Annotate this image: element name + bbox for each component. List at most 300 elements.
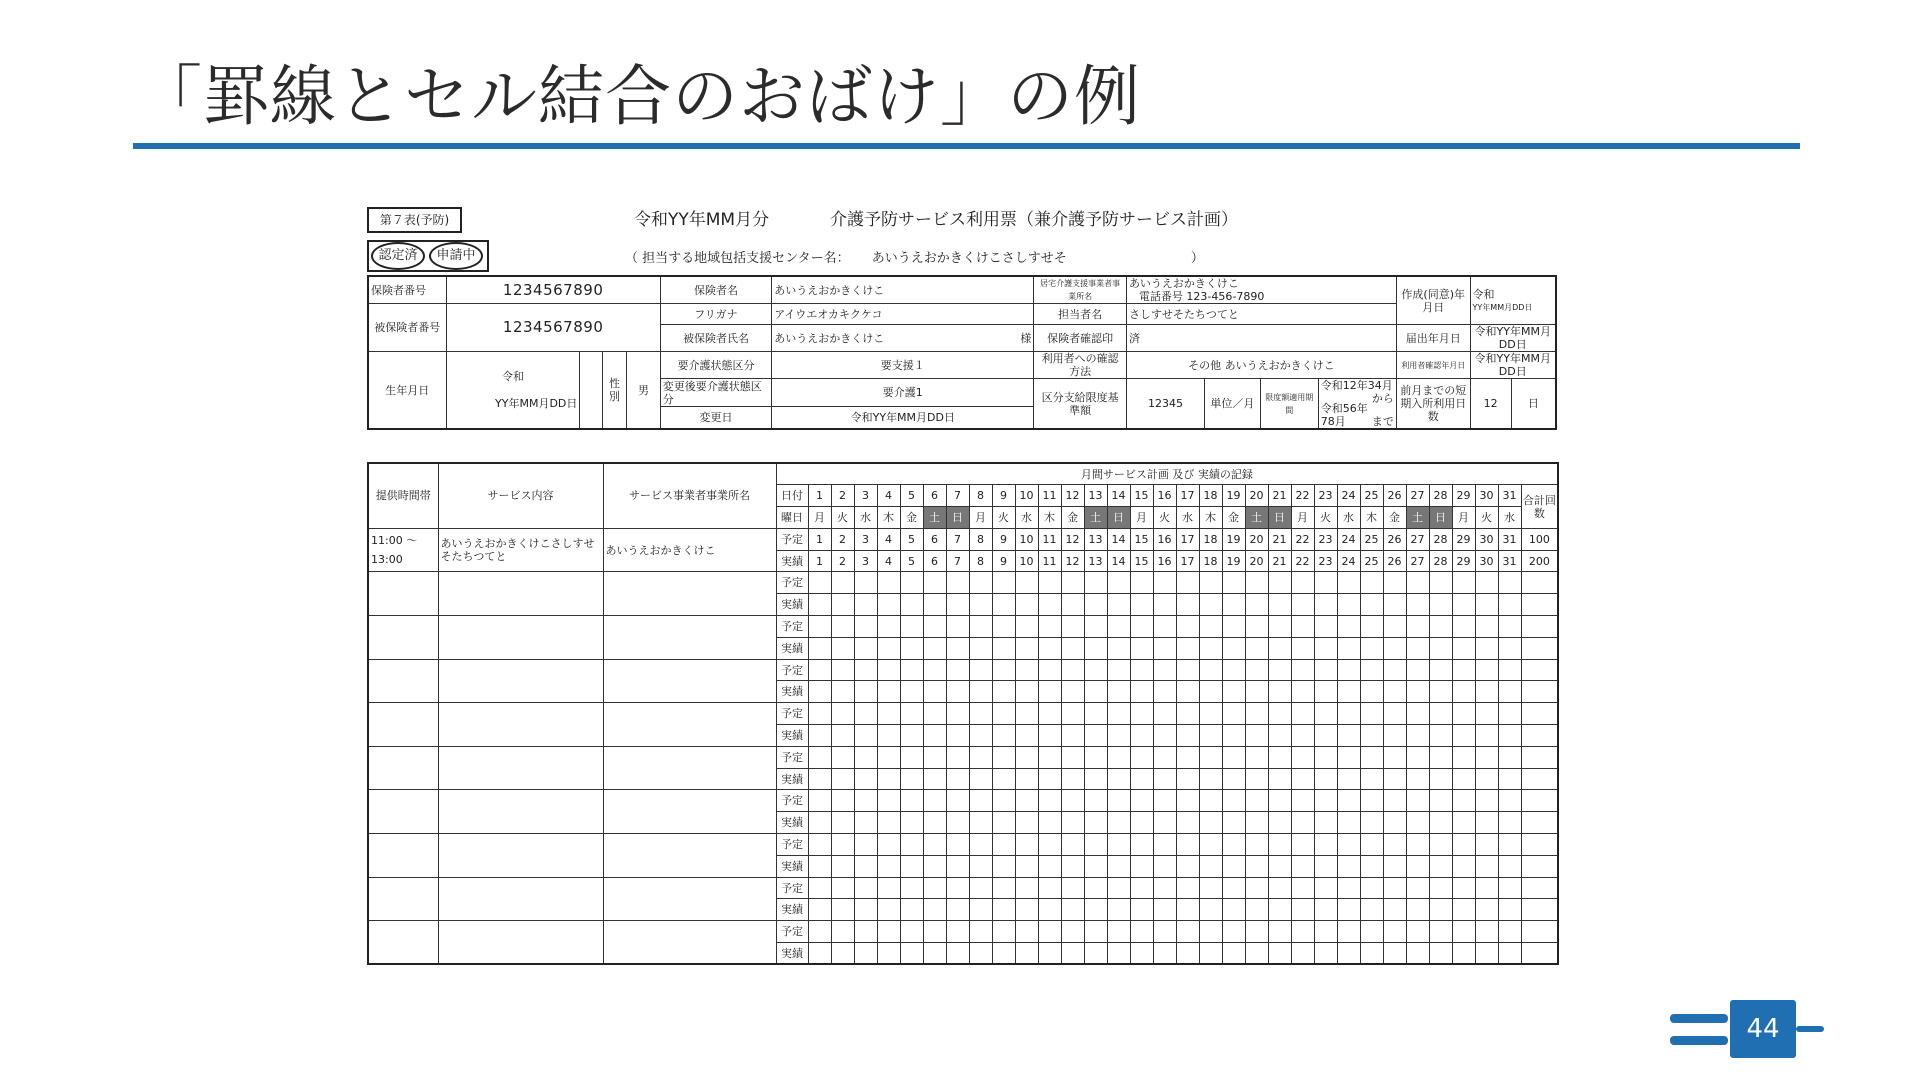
created-era: 令和 <box>1472 287 1495 301</box>
day-cell <box>877 703 900 725</box>
day-cell <box>1268 943 1291 965</box>
day-cell <box>1475 681 1498 703</box>
day-number: 18 <box>1199 485 1222 507</box>
day-cell <box>1452 616 1475 638</box>
day-cell <box>992 637 1015 659</box>
day-cell <box>1038 637 1061 659</box>
day-cell <box>1337 790 1360 812</box>
provider-cell <box>603 790 776 834</box>
day-cell <box>1498 572 1521 594</box>
day-cell <box>946 746 969 768</box>
day-cell <box>946 855 969 877</box>
day-cell <box>1199 899 1222 921</box>
day-cell <box>1222 746 1245 768</box>
day-cell <box>1406 681 1429 703</box>
day-cell: 8 <box>969 550 992 572</box>
day-cell <box>992 812 1015 834</box>
day-cell <box>1199 659 1222 681</box>
day-cell <box>969 616 992 638</box>
day-cell <box>854 637 877 659</box>
total-cell <box>1521 790 1558 812</box>
day-cell <box>946 703 969 725</box>
day-cell <box>1429 725 1452 747</box>
day-cell <box>1222 768 1245 790</box>
day-cell <box>1383 834 1406 856</box>
day-cell <box>1130 768 1153 790</box>
time-start: 11:00 〜 <box>371 534 418 548</box>
day-cell <box>992 768 1015 790</box>
day-cell <box>1015 703 1038 725</box>
plan-label: 予定 <box>776 572 808 594</box>
day-cell <box>946 812 969 834</box>
provider-cell: あいうえおかきくけこ <box>603 528 776 572</box>
day-cell: 14 <box>1107 550 1130 572</box>
day-cell: 31 <box>1498 550 1521 572</box>
day-cell <box>1406 921 1429 943</box>
day-cell <box>900 790 923 812</box>
time-cell <box>368 528 438 572</box>
day-cell: 21 <box>1268 550 1291 572</box>
day-cell <box>1061 768 1084 790</box>
day-of-week: 火 <box>1475 507 1498 529</box>
day-cell <box>1429 616 1452 638</box>
day-cell <box>1291 790 1314 812</box>
page-line-top <box>1670 1014 1728 1023</box>
day-cell <box>1038 746 1061 768</box>
day-cell <box>1130 812 1153 834</box>
day-cell: 19 <box>1222 528 1245 550</box>
day-cell <box>1061 834 1084 856</box>
day-cell <box>900 725 923 747</box>
day-cell: 4 <box>877 550 900 572</box>
day-cell <box>1199 616 1222 638</box>
day-cell <box>1245 855 1268 877</box>
day-cell <box>1222 877 1245 899</box>
day-cell <box>1153 637 1176 659</box>
service-cell <box>438 572 603 616</box>
day-cell <box>1084 943 1107 965</box>
day-cell <box>808 637 831 659</box>
day-cell <box>1268 572 1291 594</box>
day-cell <box>1337 746 1360 768</box>
day-cell <box>1291 834 1314 856</box>
day-cell <box>1222 681 1245 703</box>
day-cell <box>1337 943 1360 965</box>
day-cell: 28 <box>1429 550 1452 572</box>
user-confirm-method-label: 利用者への確認方法 <box>1034 352 1127 379</box>
day-number: 12 <box>1061 485 1084 507</box>
day-cell <box>877 790 900 812</box>
day-cell <box>1107 681 1130 703</box>
actual-label: 実績 <box>776 899 808 921</box>
day-cell <box>854 703 877 725</box>
day-cell <box>969 768 992 790</box>
day-cell <box>900 877 923 899</box>
day-cell <box>1199 855 1222 877</box>
day-cell <box>1268 877 1291 899</box>
day-cell <box>900 834 923 856</box>
day-cell <box>923 659 946 681</box>
day-cell <box>1038 659 1061 681</box>
day-cell <box>1314 637 1337 659</box>
day-cell <box>808 899 831 921</box>
day-cell <box>877 768 900 790</box>
limit-amount: 12345 <box>1126 379 1204 430</box>
furigana: アイウエオカキクケコ <box>772 304 1034 325</box>
day-number: 27 <box>1406 485 1429 507</box>
day-cell <box>923 834 946 856</box>
day-cell <box>1314 746 1337 768</box>
time-cell <box>368 834 438 878</box>
day-cell <box>1291 594 1314 616</box>
insured-no: 1234567890 <box>446 304 660 352</box>
day-cell <box>854 899 877 921</box>
plan-label: 予定 <box>776 834 808 856</box>
day-cell: 23 <box>1314 550 1337 572</box>
day-cell <box>1130 594 1153 616</box>
short-stay-days: 12 <box>1470 379 1511 430</box>
day-cell <box>1061 703 1084 725</box>
day-cell <box>1176 572 1199 594</box>
day-cell <box>1084 681 1107 703</box>
day-cell <box>1107 899 1130 921</box>
day-cell <box>1268 594 1291 616</box>
day-cell <box>1360 637 1383 659</box>
day-cell <box>1406 594 1429 616</box>
day-cell <box>1360 812 1383 834</box>
day-cell <box>900 681 923 703</box>
day-cell <box>1199 703 1222 725</box>
day-cell <box>1452 899 1475 921</box>
service-cell <box>438 703 603 747</box>
day-cell <box>969 572 992 594</box>
day-cell <box>1153 703 1176 725</box>
day-cell <box>1245 790 1268 812</box>
day-cell <box>1015 834 1038 856</box>
day-cell <box>1268 834 1291 856</box>
provider-cell <box>603 877 776 921</box>
day-cell <box>992 855 1015 877</box>
day-cell <box>1475 616 1498 638</box>
day-cell <box>808 921 831 943</box>
office-info <box>1126 276 1396 304</box>
day-cell <box>854 834 877 856</box>
day-cell <box>1337 812 1360 834</box>
day-unit: 日 <box>1511 379 1556 430</box>
day-cell: 20 <box>1245 550 1268 572</box>
provider-cell <box>603 616 776 660</box>
day-cell <box>877 572 900 594</box>
day-cell <box>1015 725 1038 747</box>
day-cell <box>946 681 969 703</box>
day-cell: 20 <box>1245 528 1268 550</box>
day-cell <box>1498 943 1521 965</box>
day-cell <box>854 768 877 790</box>
day-cell <box>923 703 946 725</box>
day-cell <box>992 943 1015 965</box>
day-cell <box>1061 855 1084 877</box>
day-cell: 17 <box>1176 550 1199 572</box>
day-cell <box>1061 725 1084 747</box>
day-cell <box>1337 877 1360 899</box>
day-cell <box>1176 790 1199 812</box>
day-cell <box>854 812 877 834</box>
plan-label: 予定 <box>776 703 808 725</box>
day-cell: 21 <box>1268 528 1291 550</box>
day-cell <box>1130 855 1153 877</box>
day-cell <box>1429 768 1452 790</box>
day-cell <box>1360 659 1383 681</box>
provider-header: サービス事業者事業所名 <box>603 463 776 528</box>
actual-label: 実績 <box>776 550 808 572</box>
day-cell <box>831 681 854 703</box>
day-cell <box>1314 572 1337 594</box>
total-cell <box>1521 768 1558 790</box>
period-from: 令和12年34月 <box>1320 379 1393 392</box>
day-cell <box>1176 746 1199 768</box>
day-cell <box>1084 790 1107 812</box>
day-cell <box>1038 943 1061 965</box>
actual-label: 実績 <box>776 594 808 616</box>
day-cell <box>946 725 969 747</box>
day-cell <box>1360 746 1383 768</box>
day-cell <box>808 812 831 834</box>
center-suffix: ） <box>1190 251 1204 266</box>
service-cell <box>438 659 603 703</box>
day-cell <box>808 594 831 616</box>
day-cell <box>923 616 946 638</box>
day-cell <box>1291 921 1314 943</box>
day-cell <box>877 659 900 681</box>
day-cell <box>1222 703 1245 725</box>
total-cell <box>1521 812 1558 834</box>
day-cell <box>1084 616 1107 638</box>
header-table <box>367 275 1557 430</box>
day-cell <box>1291 943 1314 965</box>
provider-cell <box>603 659 776 703</box>
day-cell: 2 <box>831 550 854 572</box>
day-cell <box>1199 834 1222 856</box>
day-cell <box>1406 899 1429 921</box>
day-cell <box>1084 855 1107 877</box>
day-cell <box>1360 943 1383 965</box>
day-number: 7 <box>946 485 969 507</box>
day-cell <box>1038 594 1061 616</box>
day-of-week: 土 <box>1084 507 1107 529</box>
day-cell: 24 <box>1337 550 1360 572</box>
service-grid <box>367 462 1559 965</box>
day-cell <box>1475 703 1498 725</box>
total-cell <box>1521 637 1558 659</box>
day-number: 22 <box>1291 485 1314 507</box>
day-cell: 11 <box>1038 550 1061 572</box>
day-cell <box>992 877 1015 899</box>
day-cell <box>992 616 1015 638</box>
day-cell <box>1268 790 1291 812</box>
day-cell <box>923 746 946 768</box>
office-label: 居宅介護支援事業者事業所名 <box>1034 276 1127 304</box>
day-number: 11 <box>1038 485 1061 507</box>
day-cell <box>1314 681 1337 703</box>
day-cell: 9 <box>992 528 1015 550</box>
day-cell <box>1383 768 1406 790</box>
day-cell <box>969 725 992 747</box>
day-cell <box>900 855 923 877</box>
day-cell <box>969 812 992 834</box>
day-cell <box>900 703 923 725</box>
day-cell <box>1176 703 1199 725</box>
day-of-week: 月 <box>969 507 992 529</box>
day-cell <box>1406 768 1429 790</box>
day-cell <box>1406 572 1429 594</box>
day-cell: 22 <box>1291 528 1314 550</box>
day-cell: 10 <box>1015 528 1038 550</box>
sex-label: 性別 <box>602 352 627 430</box>
day-cell <box>1498 637 1521 659</box>
day-cell <box>1360 877 1383 899</box>
day-cell <box>1176 921 1199 943</box>
day-cell <box>1130 877 1153 899</box>
time-header: 提供時間帯 <box>368 463 438 528</box>
day-of-week: 土 <box>1406 507 1429 529</box>
day-cell <box>1176 725 1199 747</box>
day-cell <box>1061 746 1084 768</box>
day-cell <box>1314 790 1337 812</box>
day-cell <box>1130 703 1153 725</box>
day-cell <box>1452 943 1475 965</box>
day-cell <box>1498 703 1521 725</box>
day-cell <box>1153 855 1176 877</box>
day-cell <box>946 594 969 616</box>
day-cell <box>1452 812 1475 834</box>
day-cell <box>1015 746 1038 768</box>
day-cell <box>1153 899 1176 921</box>
day-cell <box>1452 790 1475 812</box>
day-cell <box>992 681 1015 703</box>
day-cell <box>992 921 1015 943</box>
day-number: 24 <box>1337 485 1360 507</box>
day-cell <box>946 572 969 594</box>
day-cell <box>969 637 992 659</box>
day-cell <box>854 681 877 703</box>
day-number: 28 <box>1429 485 1452 507</box>
service-cell <box>438 834 603 878</box>
day-cell <box>1475 768 1498 790</box>
day-of-week: 金 <box>900 507 923 529</box>
day-number: 15 <box>1130 485 1153 507</box>
day-cell: 1 <box>808 550 831 572</box>
day-cell <box>1222 725 1245 747</box>
day-cell <box>1061 616 1084 638</box>
day-of-week: 金 <box>1222 507 1245 529</box>
day-cell: 5 <box>900 550 923 572</box>
day-number: 13 <box>1084 485 1107 507</box>
day-cell <box>1176 594 1199 616</box>
day-cell <box>877 943 900 965</box>
day-number: 9 <box>992 485 1015 507</box>
day-cell: 7 <box>946 550 969 572</box>
day-cell: 28 <box>1429 528 1452 550</box>
day-cell <box>808 855 831 877</box>
day-number: 8 <box>969 485 992 507</box>
day-cell <box>1222 790 1245 812</box>
day-cell <box>1199 812 1222 834</box>
day-cell <box>1337 834 1360 856</box>
care-level: 要支援１ <box>772 352 1034 379</box>
day-cell <box>1107 616 1130 638</box>
day-number: 14 <box>1107 485 1130 507</box>
provider-cell <box>603 703 776 747</box>
day-cell <box>1199 681 1222 703</box>
plan-label: 予定 <box>776 921 808 943</box>
day-cell <box>854 855 877 877</box>
day-cell <box>877 637 900 659</box>
day-cell <box>1015 855 1038 877</box>
day-cell <box>1222 855 1245 877</box>
day-cell <box>923 812 946 834</box>
day-cell <box>900 637 923 659</box>
provider-cell <box>603 746 776 790</box>
service-cell <box>438 921 603 965</box>
day-cell <box>1061 790 1084 812</box>
day-cell <box>1291 703 1314 725</box>
insured-name-cell <box>772 325 1034 352</box>
day-number: 17 <box>1176 485 1199 507</box>
day-cell <box>1245 594 1268 616</box>
day-cell <box>831 877 854 899</box>
day-cell <box>969 594 992 616</box>
day-cell <box>1429 703 1452 725</box>
day-cell <box>1406 812 1429 834</box>
insurer-name-label: 保険者名 <box>660 276 772 304</box>
notify-date: 令和YY年MM月DD日 <box>1470 325 1556 352</box>
birth-era: 令和 <box>502 370 524 383</box>
day-cell <box>1360 703 1383 725</box>
day-cell <box>854 659 877 681</box>
day-cell <box>808 834 831 856</box>
day-cell <box>1337 572 1360 594</box>
day-cell <box>1498 746 1521 768</box>
day-cell <box>1406 703 1429 725</box>
day-cell <box>831 899 854 921</box>
day-cell: 29 <box>1452 550 1475 572</box>
day-cell <box>1383 943 1406 965</box>
day-cell: 27 <box>1406 550 1429 572</box>
total-cell: 200 <box>1521 550 1558 572</box>
time-cell <box>368 659 438 703</box>
day-cell <box>1360 855 1383 877</box>
limit-label: 区分支給限度基準額 <box>1034 379 1127 430</box>
created-date: YY年MM月DD日 <box>1472 302 1533 312</box>
day-cell <box>1084 921 1107 943</box>
total-cell <box>1521 943 1558 965</box>
day-cell <box>1107 943 1130 965</box>
day-of-week: 土 <box>923 507 946 529</box>
day-cell: 30 <box>1475 550 1498 572</box>
day-cell <box>1360 768 1383 790</box>
day-cell <box>1475 746 1498 768</box>
day-cell <box>1406 637 1429 659</box>
day-cell <box>1107 572 1130 594</box>
day-cell <box>808 746 831 768</box>
day-of-week: 日 <box>1268 507 1291 529</box>
total-cell <box>1521 746 1558 768</box>
day-cell <box>1452 703 1475 725</box>
day-cell <box>1314 921 1337 943</box>
insured-name-label: 被保険者氏名 <box>660 325 772 352</box>
plan-label: 予定 <box>776 616 808 638</box>
actual-label: 実績 <box>776 768 808 790</box>
